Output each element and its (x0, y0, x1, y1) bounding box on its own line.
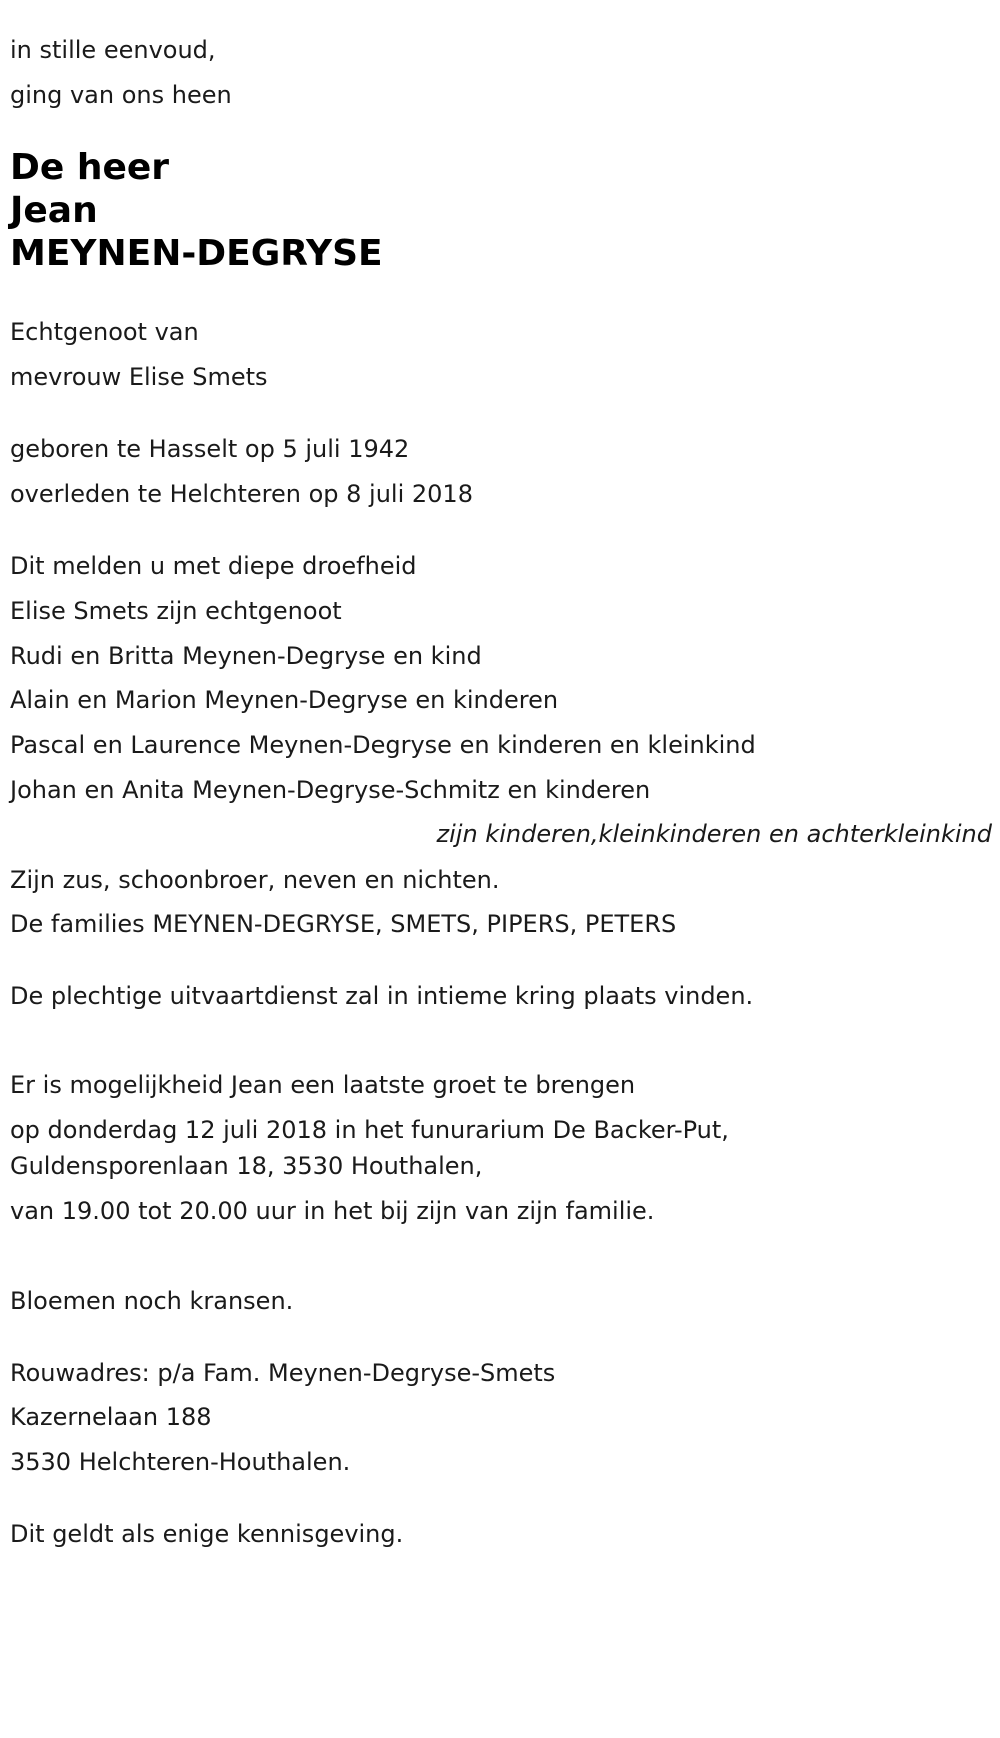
families-line: De families MEYNEN-DEGRYSE, SMETS, PIPERS, PETERS (10, 910, 677, 938)
children-caption: zijn kinderen,kleinkinderen en achterkleinkind (436, 820, 992, 848)
mourning-address-line-3: 3530 Helchteren-Houthalen. (10, 1448, 351, 1476)
relatives-line: Zijn zus, schoonbroer, neven en nichten. (10, 866, 500, 894)
deceased-surname: MEYNEN-DEGRYSE (10, 233, 383, 274)
mourner-line: Pascal en Laurence Meynen-Degryse en kinderen en kleinkind (10, 731, 756, 759)
visitation-line-3: Guldensporenlaan 18, 3530 Houthalen, (10, 1152, 483, 1180)
visitation-line-4: van 19.00 tot 20.00 uur in het bij zijn van zijn familie. (10, 1197, 655, 1225)
mourner-line: Elise Smets zijn echtgenoot (10, 597, 342, 625)
spouse-line-2: mevrouw Elise Smets (10, 363, 268, 391)
closing-text: Dit geldt als enige kennisgeving. (10, 1520, 404, 1548)
service-text: De plechtige uitvaartdienst zal in intieme kring plaats vinden. (10, 982, 754, 1010)
announcement-intro: Dit melden u met diepe droefheid (10, 552, 417, 580)
mourning-address-line-1: Rouwadres: p/a Fam. Meynen-Degryse-Smets (10, 1359, 556, 1387)
visitation-line-1: Er is mogelijkheid Jean een laatste groet te brengen (10, 1071, 636, 1099)
flowers-text: Bloemen noch kransen. (10, 1287, 294, 1315)
mourner-line: Johan en Anita Meynen-Degryse-Schmitz en kinderen (10, 776, 651, 804)
birth-date: geboren te Hasselt op 5 juli 1942 (10, 435, 410, 463)
spouse-line-1: Echtgenoot van (10, 318, 199, 346)
intro-line-2: ging van ons heen (10, 81, 232, 109)
intro-line-1: in stille eenvoud, (10, 36, 216, 64)
mourning-address-line-2: Kazernelaan 188 (10, 1403, 212, 1431)
death-date: overleden te Helchteren op 8 juli 2018 (10, 480, 473, 508)
deceased-title: De heer (10, 147, 170, 188)
mourner-line: Alain en Marion Meynen-Degryse en kinderen (10, 686, 559, 714)
mourner-line: Rudi en Britta Meynen-Degryse en kind (10, 642, 482, 670)
visitation-line-2: op donderdag 12 juli 2018 in het funurarium De Backer-Put, (10, 1116, 729, 1144)
deceased-first-name: Jean (10, 190, 98, 231)
